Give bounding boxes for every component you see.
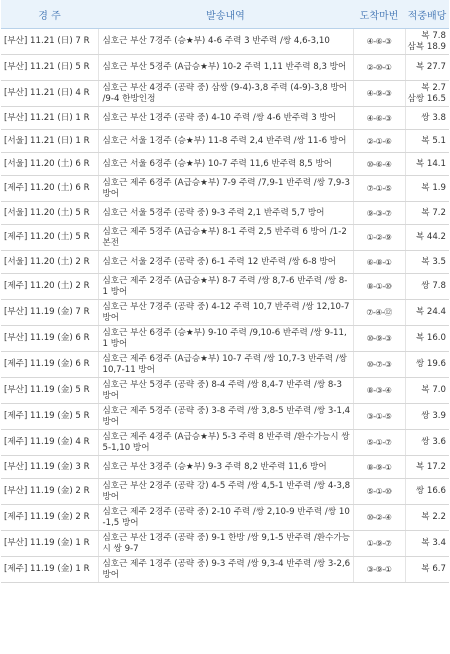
race-cell: [부산] 11.21 (日) 5 R [1,55,98,81]
content-cell: 심호근 서울 6경주 (승★부) 10-7 주력 11,6 반주력 8,5 방어 [98,153,353,176]
content-cell: 심호근 부산 5경주 (공략 중) 8-4 주력 /쌍 8,4-7 반주력 /쌍 8-3 방어 [98,378,353,404]
order-cell: ④-⑥-③ [353,107,405,130]
order-cell: ②-⑩-① [353,55,405,81]
race-cell: [서울] 11.20 (土) 6 R [1,153,98,176]
payout-line: 복 3.4 [421,538,446,548]
order-cell: ⑦-④-⑫ [353,300,405,326]
payout-cell [405,505,449,531]
table-row [1,274,449,300]
race-cell: [부산] 11.21 (日) 1 R [1,107,98,130]
order-cell: ⑧-⑨-① [353,456,405,479]
payout-line: 복 3.5 [421,256,446,267]
race-cell: [부산] 11.19 (金) 1 R [1,531,98,557]
payout-line: 삼쌍 16.5 [407,93,446,104]
payout-line: 복 14.1 [415,158,446,169]
race-cell: [서울] 11.20 (土) 2 R [1,251,98,274]
content-cell: 심호근 서울 5경주 (공략 중) 9-3 주력 2,1 반주력 5,7 방어 [98,202,353,225]
table-row [1,81,449,107]
content-cell: 심호근 제주 5경주 (공략 중) 3-8 주력 /쌍 3,8-5 반주력 /쌍 3-1,4 방어 [98,404,353,430]
order-cell: ⑦-①-⑤ [353,176,405,202]
content-cell: 심호근 부산 1경주 (공략 중) 4-10 주력 /쌍 4-6 반주력 3 방어 [98,107,353,130]
table-row [1,404,449,430]
order-cell: ⑨-③-⑦ [353,202,405,225]
payout-line: 복 7.2 [421,207,446,218]
payout-line: 쌍 3.8 [421,112,446,123]
table-row [1,300,449,326]
order-cell: ③-①-⑤ [353,404,405,430]
race-cell: [부산] 11.21 (日) 7 R [1,29,98,55]
race-cell: [서울] 11.20 (土) 5 R [1,202,98,225]
payout-cell [405,202,449,225]
payout-line: 복 16.0 [415,333,446,343]
payout-cell [405,29,449,55]
payout-line: 복 17.2 [415,461,446,472]
table-row [1,378,449,404]
payout-line: 쌍 3.6 [421,437,446,447]
order-cell: ⑧-③-④ [353,378,405,404]
table-row [1,55,449,81]
payout-line: 복 24.4 [415,307,446,317]
payout-line: 쌍 7.8 [421,281,446,291]
race-cell: [서울] 11.21 (日) 1 R [1,130,98,153]
content-cell: 심호근 부산 1경주 (공략 중) 9-1 한방 /쌍 9,1-5 반주력 /환수가능시 쌍 9-7 [98,531,353,557]
order-cell: ④-⑨-③ [353,81,405,107]
table-row [1,107,449,130]
content-cell: 심호근 제주 1경주 (공략 중) 9-3 주력 /쌍 9,3-4 반주력 /쌍 3-2,6 방어 [98,557,353,583]
table-row [1,456,449,479]
payout-cell [405,378,449,404]
content-cell: 심호근 부산 7경주 (공략 중) 4-12 주력 10,7 반주력 /쌍 12,10-7 방어 [98,300,353,326]
race-cell: [제주] 11.20 (土) 5 R [1,225,98,251]
race-cell: [제주] 11.19 (金) 5 R [1,404,98,430]
payout-line: 복 7.0 [421,385,446,395]
payout-line: 쌍 3.9 [421,411,446,421]
payout-line: 쌍 19.6 [415,359,446,369]
payout-cell [405,130,449,153]
payout-line: 복 44.2 [415,232,446,242]
order-cell: ⑩-②-④ [353,505,405,531]
race-cell: [부산] 11.19 (金) 7 R [1,300,98,326]
payout-cell [405,479,449,505]
race-cell: [제주] 11.19 (金) 2 R [1,505,98,531]
order-cell: ⑩-⑥-④ [353,153,405,176]
header-payout: 적중배당 [405,0,449,29]
payout-line: 복 2.7 [421,82,446,93]
payout-line: 복 6.7 [421,564,446,574]
content-cell: 심호근 제주 5경주 (A급승★부) 8-1 주력 2,5 반주력 6 방어 /1-2 본전 [98,225,353,251]
table-row [1,29,449,55]
payout-line: 복 5.1 [421,135,446,146]
content-cell: 심호근 서울 1경주 (승★부) 11-8 주력 2,4 반주력 /쌍 11-6 방어 [98,130,353,153]
payout-line: 복 7.8 [421,30,446,41]
table-row [1,430,449,456]
table-row [1,130,449,153]
payout-line: 복 2.2 [421,512,446,522]
race-cell: [부산] 11.21 (日) 4 R [1,81,98,107]
payout-line: 복 1.9 [421,183,446,193]
payout-cell [405,352,449,378]
order-cell: ③-⑨-① [353,557,405,583]
content-cell: 심호근 제주 4경주 (A급승★부) 5-3 주력 8 반주력 /환수가능시 쌍 5-1,10 방어 [98,430,353,456]
order-cell: ⑥-⑧-① [353,251,405,274]
race-cell: [제주] 11.19 (金) 1 R [1,557,98,583]
order-cell: ⑤-①-⑩ [353,479,405,505]
content-cell: 심호근 서울 2경주 (공략 중) 6-1 주력 12 반주력 /쌍 6-8 방어 [98,251,353,274]
payout-cell [405,274,449,300]
payout-cell [405,176,449,202]
payout-cell [405,430,449,456]
table-row [1,352,449,378]
content-cell: 심호근 부산 3경주 (승★부) 9-3 주력 8,2 반주력 11,6 방어 [98,456,353,479]
table-row [1,176,449,202]
content-cell: 심호근 부산 4경주 (공략 중) 삼쌍 (9-4)-3,8 주력 (4-9)-3,8 방어 /9-4 한방인정 [98,81,353,107]
table-header [1,0,449,29]
order-cell: ⑩-⑨-③ [353,326,405,352]
table-row [1,479,449,505]
table-row [1,251,449,274]
table-row [1,153,449,176]
table-row [1,225,449,251]
order-cell: ①-⑨-⑦ [353,531,405,557]
payout-cell [405,107,449,130]
table-row [1,531,449,557]
content-cell: 심호근 부산 6경주 (승★부) 9-10 주력 /9,10-6 반주력 /쌍 9-11,1 방어 [98,326,353,352]
order-cell: ④-⑥-③ [353,29,405,55]
content-cell: 심호근 제주 6경주 (A급승★부) 10-7 주력 /쌍 10,7-3 반주력 /쌍 10,7-11 방어 [98,352,353,378]
order-cell: ⑤-①-⑦ [353,430,405,456]
race-cell: [부산] 11.19 (金) 2 R [1,479,98,505]
table-row [1,505,449,531]
order-cell: ⑧-①-⑩ [353,274,405,300]
order-cell: ①-②-⑨ [353,225,405,251]
payout-cell [405,531,449,557]
race-cell: [제주] 11.19 (金) 6 R [1,352,98,378]
payout-cell [405,326,449,352]
race-cell: [제주] 11.19 (金) 4 R [1,430,98,456]
header-order: 도착마번 [353,0,405,29]
content-cell: 심호근 제주 6경주 (A급승★부) 7-9 주력 /7,9-1 반주력 /쌍 7,9-3 방어 [98,176,353,202]
content-cell: 심호근 제주 2경주 (공략 중) 2-10 주력 /쌍 2,10-9 반주력 /쌍 10-1,5 방어 [98,505,353,531]
header-content: 발송내역 [98,0,353,29]
race-cell: [부산] 11.19 (金) 6 R [1,326,98,352]
table-row [1,202,449,225]
content-cell: 심호근 부산 7경주 (승★부) 4-6 주력 3 반주력 /쌍 4,6-3,10 [98,29,353,55]
payout-line: 삼복 18.9 [407,41,446,52]
payout-line: 쌍 16.6 [415,486,446,496]
payout-cell [405,404,449,430]
table-row [1,326,449,352]
payout-cell [405,300,449,326]
order-cell: ②-①-⑥ [353,130,405,153]
race-cell: [제주] 11.20 (土) 2 R [1,274,98,300]
payout-line: 복 27.7 [415,62,446,72]
order-cell: ⑩-⑦-③ [353,352,405,378]
race-cell: [부산] 11.19 (金) 3 R [1,456,98,479]
payout-cell [405,55,449,81]
payout-cell [405,81,449,107]
content-cell: 심호근 부산 2경주 (공략 강) 4-5 주력 /쌍 4,5-1 반주력 /쌍 4-3,8 방어 [98,479,353,505]
content-cell: 심호근 부산 5경주 (A급승★부) 10-2 주력 1,11 반주력 8,3 방어 [98,55,353,81]
race-cell: [부산] 11.19 (金) 5 R [1,378,98,404]
header-race: 경 주 [1,0,98,29]
table-row [1,557,449,583]
payout-cell [405,225,449,251]
content-cell: 심호근 제주 2경주 (A급승★부) 8-7 주력 /쌍 8,7-6 반주력 /쌍 8-1 방어 [98,274,353,300]
race-cell: [제주] 11.20 (土) 6 R [1,176,98,202]
payout-cell [405,251,449,274]
results-table [1,0,449,583]
payout-cell [405,557,449,583]
payout-cell [405,153,449,176]
payout-cell [405,456,449,479]
